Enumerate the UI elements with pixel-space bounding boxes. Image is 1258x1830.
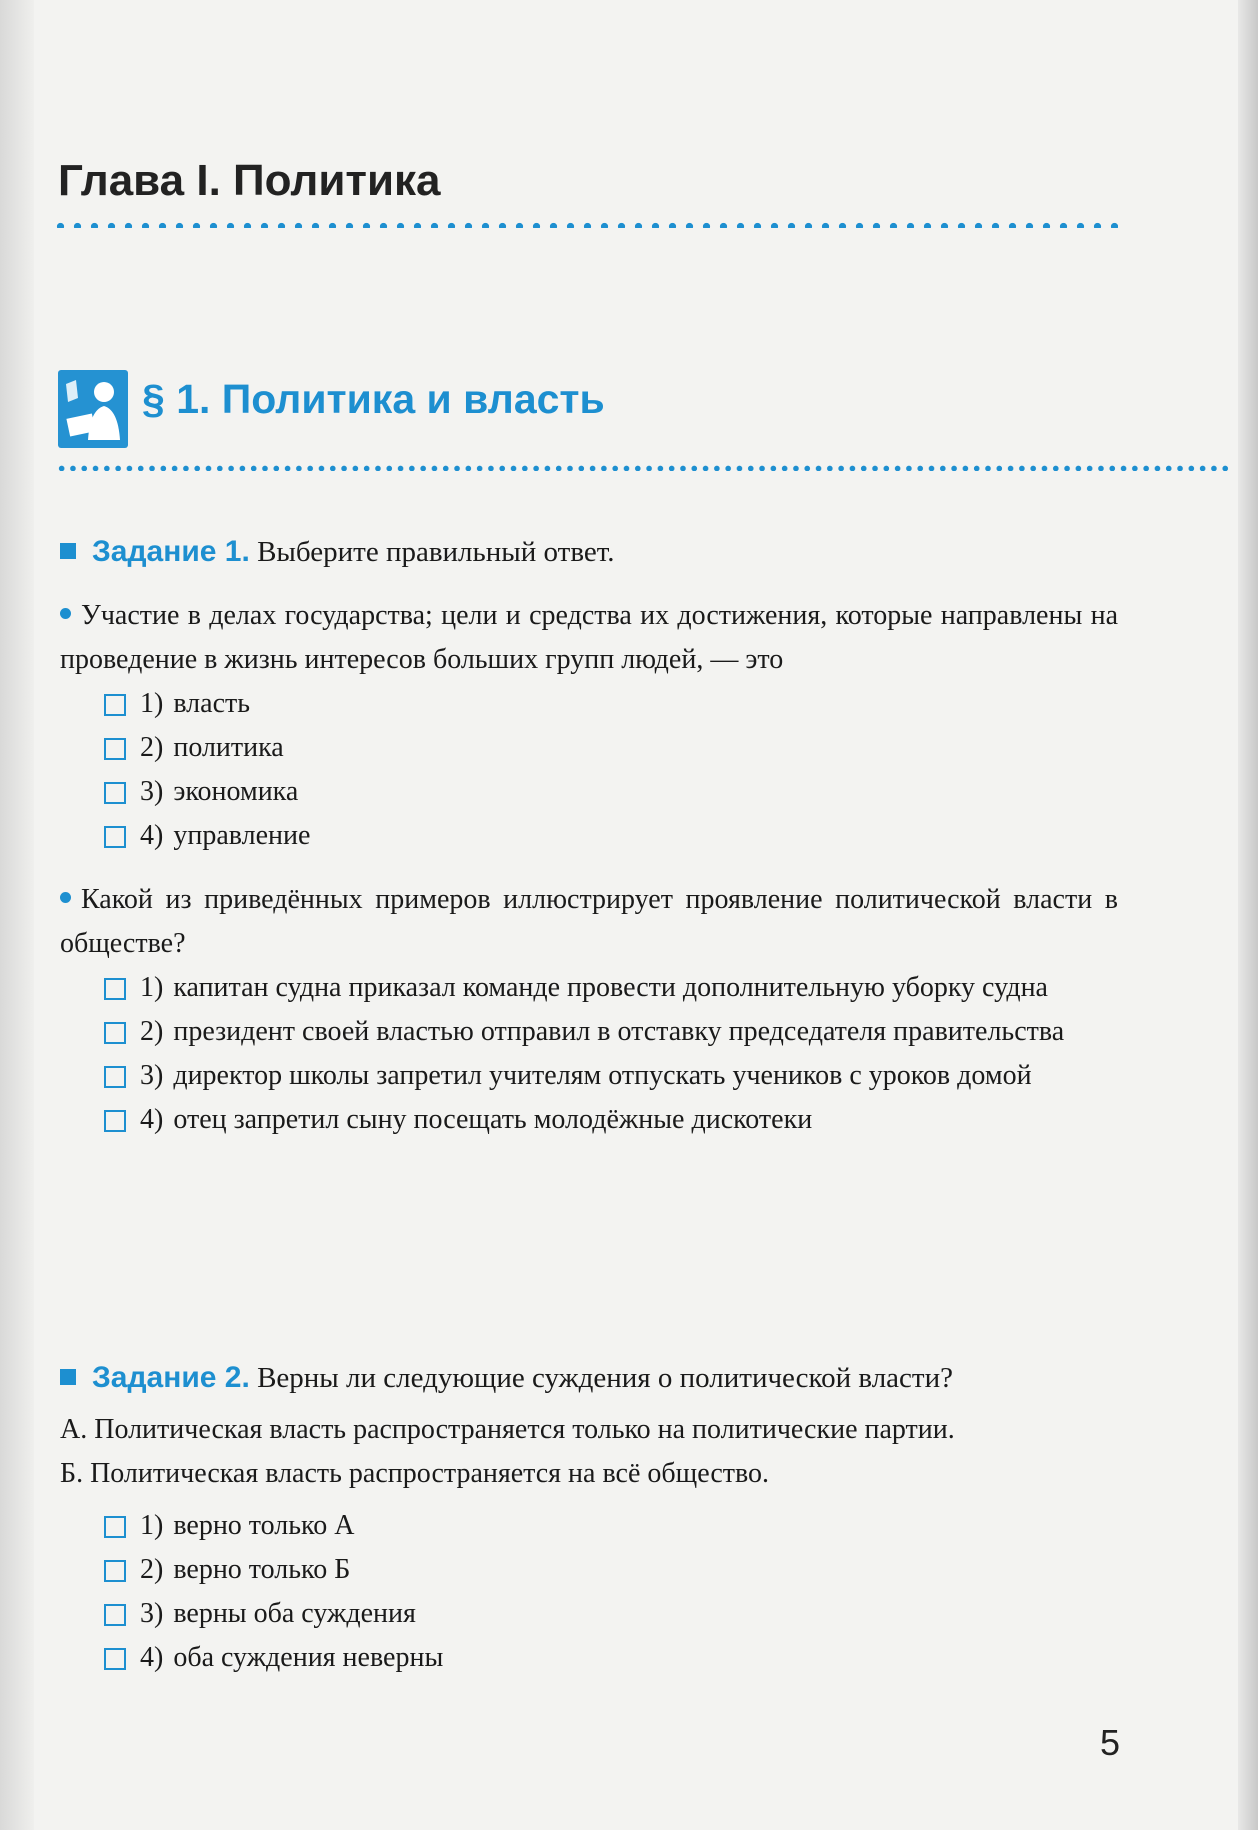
answer-checkbox[interactable]	[104, 694, 126, 716]
answer-checkbox[interactable]	[104, 1516, 126, 1538]
statement-letter: А.	[60, 1414, 88, 1445]
option-text: верны оба суждения	[173, 1598, 416, 1629]
option-text: управление	[173, 820, 311, 851]
option-number: 1)	[140, 688, 164, 719]
task-square-bullet	[60, 543, 76, 559]
answer-option[interactable]	[104, 1592, 1118, 1636]
section-title: § 1. Политика и власть	[142, 376, 605, 422]
option-number: 4)	[140, 1642, 164, 1673]
option-text: власть	[173, 688, 251, 719]
answer-option[interactable]	[104, 726, 1118, 770]
page-spine-shadow	[0, 0, 34, 1830]
answer-option[interactable]	[104, 1010, 1118, 1054]
statement-text: Политическая власть распространяется на всё общество.	[90, 1458, 770, 1489]
question-dot-bullet	[60, 608, 71, 619]
task1-question-1	[60, 594, 1118, 858]
section-dotted-divider	[56, 465, 1231, 471]
question-1-options	[60, 682, 1118, 858]
answer-option[interactable]	[104, 1636, 1118, 1680]
option-number: 2)	[140, 1016, 164, 1047]
task-square-bullet	[60, 1369, 76, 1385]
option-text: отец запретил сыну посещать молодёжные дискотеки	[173, 1104, 813, 1135]
question-2-text: Какой из приведённых примеров иллюстрирует проявление политической власти в обществе?	[60, 884, 1118, 959]
answer-option[interactable]	[104, 1098, 1118, 1142]
answer-checkbox[interactable]	[104, 826, 126, 848]
question-dot-bullet	[60, 892, 71, 903]
task2	[60, 1356, 1118, 1680]
task1-label: Задание 1.	[92, 535, 250, 568]
answer-option[interactable]	[104, 1504, 1118, 1548]
option-text: экономика	[173, 776, 299, 807]
task1-question-2	[60, 878, 1118, 1142]
answer-option[interactable]	[104, 1548, 1118, 1592]
answer-checkbox[interactable]	[104, 1560, 126, 1582]
option-number: 1)	[140, 972, 164, 1003]
option-text: президент своей властью отправил в отставку председателя правительства	[173, 1016, 1065, 1047]
chapter-dotted-divider	[52, 222, 1118, 228]
option-text: директор школы запретил учителям отпускать учеников с уроков домой	[173, 1060, 1032, 1091]
question-1-text: Участие в делах государства; цели и средства их достижения, которые направлены на проведение в жизнь интересов больших групп людей, — это	[60, 600, 1118, 675]
answer-checkbox[interactable]	[104, 1604, 126, 1626]
task2-options	[60, 1504, 1118, 1680]
question-text	[60, 878, 1118, 966]
answer-checkbox[interactable]	[104, 1066, 126, 1088]
answer-option[interactable]	[104, 814, 1118, 858]
option-number: 3)	[140, 1598, 164, 1629]
task2-instruction: Верны ли следующие суждения о политической власти?	[257, 1362, 953, 1394]
answer-checkbox[interactable]	[104, 978, 126, 1000]
chapter-title: Глава I. Политика	[58, 156, 441, 205]
task1-instruction: Выберите правильный ответ.	[257, 536, 615, 568]
option-number: 4)	[140, 1104, 164, 1135]
section-reader-icon	[58, 370, 128, 448]
answer-option[interactable]	[104, 966, 1118, 1010]
option-text: оба суждения неверны	[173, 1642, 444, 1673]
option-text: политика	[173, 732, 284, 763]
statement-a	[60, 1408, 1118, 1452]
answer-option[interactable]	[104, 770, 1118, 814]
task2-label: Задание 2.	[92, 1361, 250, 1394]
page-edge-shadow	[1238, 0, 1258, 1830]
option-number: 2)	[140, 732, 164, 763]
page-number: 5	[1100, 1722, 1121, 1763]
option-text: верно только Б	[173, 1554, 351, 1585]
option-number: 4)	[140, 820, 164, 851]
option-text: верно только А	[173, 1510, 355, 1541]
task2-statements	[60, 1408, 1118, 1496]
question-text	[60, 594, 1118, 682]
answer-checkbox[interactable]	[104, 1648, 126, 1670]
option-text: капитан судна приказал команде провести дополнительную уборку судна	[173, 972, 1048, 1003]
answer-option[interactable]	[104, 682, 1118, 726]
option-number: 3)	[140, 1060, 164, 1091]
question-2-options	[60, 966, 1118, 1142]
option-number: 1)	[140, 1510, 164, 1541]
statement-b	[60, 1452, 1118, 1496]
statement-text: Политическая власть распространяется только на политические партии.	[94, 1414, 955, 1445]
answer-checkbox[interactable]	[104, 1022, 126, 1044]
task2-header	[60, 1356, 1118, 1400]
task1-header	[60, 530, 1118, 574]
option-number: 3)	[140, 776, 164, 807]
answer-checkbox[interactable]	[104, 738, 126, 760]
statement-letter: Б.	[60, 1458, 84, 1489]
option-number: 2)	[140, 1554, 164, 1585]
answer-checkbox[interactable]	[104, 1110, 126, 1132]
task1	[60, 530, 1118, 1142]
answer-checkbox[interactable]	[104, 782, 126, 804]
answer-option[interactable]	[104, 1054, 1118, 1098]
